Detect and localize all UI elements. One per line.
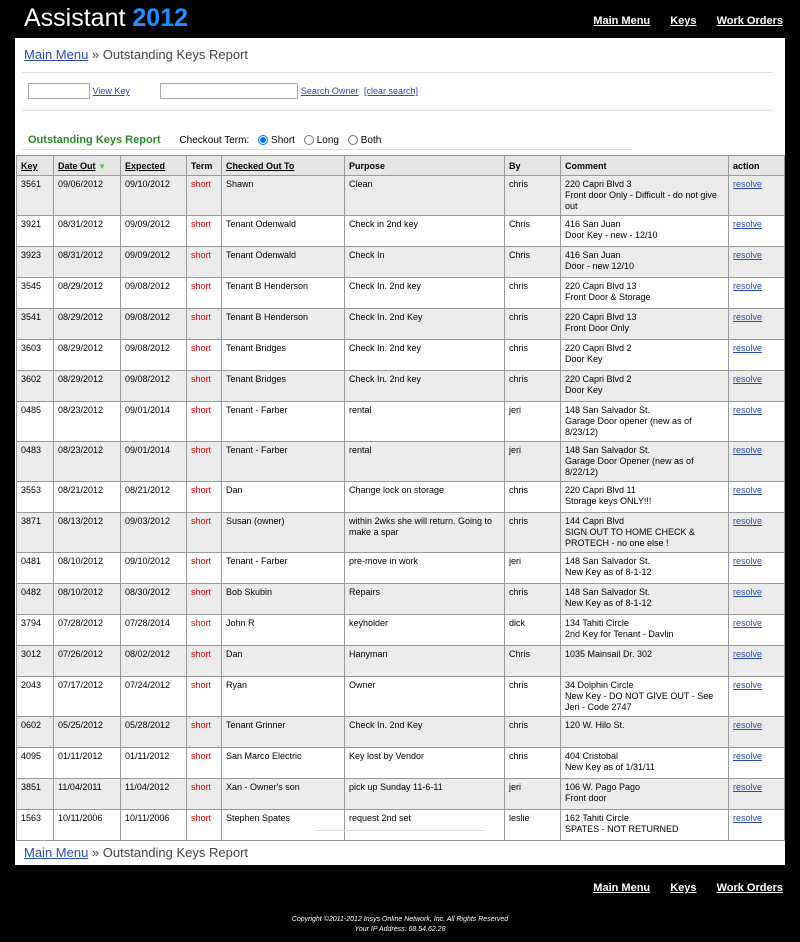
cell-date-out: 05/25/2012 [54, 717, 121, 748]
cell-action [729, 309, 785, 340]
cell-checked-out-to: Tenant Bridges [222, 371, 345, 402]
cell-by: chris [505, 513, 561, 553]
cell-date-out: 08/10/2012 [54, 553, 121, 584]
cell-comment: 416 San Juan Door Key - new - 12/10 [561, 216, 729, 247]
cell-purpose: request 2nd set [345, 810, 505, 841]
table-row [17, 615, 785, 646]
cell-action [729, 553, 785, 584]
nav-keys-link[interactable]: Keys [670, 882, 697, 894]
col-key [17, 156, 54, 176]
cell-date-out: 01/11/2012 [54, 748, 121, 779]
table-row [17, 553, 785, 584]
cell-term: short [187, 646, 222, 677]
cell-checked-out-to: Tenant Odenwald [222, 216, 345, 247]
cell-checked-out-to: Bob Skubin [222, 584, 345, 615]
cell-expected: 07/28/2014 [121, 615, 187, 646]
cell-expected: 07/24/2012 [121, 677, 187, 717]
resolve-link[interactable]: resolve [733, 219, 763, 229]
cell-by: jeri [505, 402, 561, 442]
resolve-link[interactable]: resolve [733, 587, 763, 597]
resolve-link[interactable]: resolve [733, 312, 763, 322]
cell-comment: 404 Cristobal New Key as of 1/31/11 [561, 748, 729, 779]
table-row [17, 442, 785, 482]
cell-date-out: 07/26/2012 [54, 646, 121, 677]
cell-date-out: 08/23/2012 [54, 442, 121, 482]
cell-action [729, 646, 785, 677]
cell-term: short [187, 553, 222, 584]
cell-term: short [187, 584, 222, 615]
col-comment: Comment [561, 156, 729, 176]
cell-comment: 148 San Salvador St. Garage Door Opener (new as of 8/22/12) [561, 442, 729, 482]
cell-key: 3921 [17, 216, 54, 247]
owner-search-input[interactable] [160, 83, 298, 99]
cell-checked-out-to: Tenant - Farber [222, 442, 345, 482]
cell-expected: 10/11/2006 [121, 810, 187, 841]
cell-action [729, 677, 785, 717]
cell-purpose: Check in 2nd key [345, 216, 505, 247]
cell-action [729, 717, 785, 748]
cell-date-out: 08/31/2012 [54, 216, 121, 247]
cell-by: chris [505, 309, 561, 340]
cell-comment: 148 San Salvador St. New Key as of 8-1-12 [561, 584, 729, 615]
cell-expected: 08/02/2012 [121, 646, 187, 677]
cell-checked-out-to: Tenant B Henderson [222, 278, 345, 309]
cell-purpose: Hanyman [345, 646, 505, 677]
cell-by: chris [505, 278, 561, 309]
term-both-radio[interactable] [348, 135, 358, 145]
col-expected [121, 156, 187, 176]
cell-expected: 09/09/2012 [121, 216, 187, 247]
cell-date-out: 08/21/2012 [54, 482, 121, 513]
report-title: Outstanding Keys Report [28, 134, 161, 146]
cell-term: short [187, 402, 222, 442]
cell-action [729, 278, 785, 309]
term-long-radio[interactable] [304, 135, 314, 145]
cell-by: chris [505, 717, 561, 748]
cell-purpose: Repairs [345, 584, 505, 615]
resolve-link[interactable]: resolve [733, 556, 763, 566]
table-row [17, 748, 785, 779]
term-long-label: Long [316, 135, 339, 146]
col-by: By [505, 156, 561, 176]
cell-action [729, 371, 785, 402]
breadcrumb-bottom [24, 845, 248, 860]
cell-comment: 220 Capri Blvd 13 Front Door & Storage [561, 278, 729, 309]
cell-action [729, 615, 785, 646]
cell-comment: 220 Capri Blvd 2 Door Key [561, 371, 729, 402]
resolve-link[interactable]: resolve [733, 445, 763, 455]
resolve-link[interactable]: resolve [733, 485, 763, 495]
cell-comment: 220 Capri Blvd 13 Front Door Only [561, 309, 729, 340]
col-date-out [54, 156, 121, 176]
breadcrumb-main-menu-link[interactable]: Main Menu [24, 47, 89, 62]
cell-term: short [187, 371, 222, 402]
divider [22, 110, 772, 111]
app-name: Assistant [24, 4, 126, 32]
cell-date-out: 09/06/2012 [54, 176, 121, 216]
cell-purpose: Clean [345, 176, 505, 216]
breadcrumb-separator: » [88, 47, 103, 62]
cell-comment: 162 Tahiti Circle SPATES - NOT RETURNED [561, 810, 729, 841]
cell-checked-out-to: Dan [222, 646, 345, 677]
resolve-link[interactable]: resolve [733, 618, 763, 628]
cell-checked-out-to: Stephen Spates [222, 810, 345, 841]
col-action: action [729, 156, 785, 176]
cell-expected: 09/08/2012 [121, 371, 187, 402]
cell-term: short [187, 278, 222, 309]
cell-by: chris [505, 584, 561, 615]
cell-checked-out-to: Tenant - Farber [222, 402, 345, 442]
resolve-link[interactable]: resolve [733, 782, 763, 792]
table-row [17, 340, 785, 371]
cell-purpose: keyholder [345, 615, 505, 646]
cell-expected: 05/28/2012 [121, 717, 187, 748]
cell-action [729, 216, 785, 247]
cell-purpose: rental [345, 442, 505, 482]
cell-purpose: Check In [345, 247, 505, 278]
search-owner-link[interactable]: Search Owner [300, 86, 359, 96]
term-short-radio[interactable] [258, 135, 268, 145]
cell-by: chris [505, 371, 561, 402]
cell-key: 3871 [17, 513, 54, 553]
view-key-link[interactable]: View Key [92, 86, 130, 96]
cell-action [729, 402, 785, 442]
cell-key: 3541 [17, 309, 54, 340]
nav-work-orders-link[interactable]: Work Orders [716, 882, 783, 894]
cell-key: 3851 [17, 779, 54, 810]
cell-term: short [187, 717, 222, 748]
sort-desc-icon: ▼ [98, 161, 106, 171]
cell-date-out: 08/29/2012 [54, 309, 121, 340]
cell-purpose: Check In. 2nd key [345, 278, 505, 309]
cell-checked-out-to: Tenant B Henderson [222, 309, 345, 340]
breadcrumb-current: Outstanding Keys Report [102, 47, 249, 62]
cell-purpose: within 2wks she will return. Going to make a spar [345, 513, 505, 553]
cell-comment: 1035 Mainsail Dr. 302 [561, 646, 729, 677]
cell-expected: 09/08/2012 [121, 340, 187, 371]
table-row [17, 402, 785, 442]
cell-comment: 416 San Juan Door - new 12/10 [561, 247, 729, 278]
cell-comment: 134 Tahiti Circle 2nd Key for Tenant - Davlin [561, 615, 729, 646]
resolve-link[interactable]: resolve [733, 516, 763, 526]
resolve-link[interactable]: resolve [733, 405, 763, 415]
cell-checked-out-to: Dan [222, 482, 345, 513]
cell-key: 0602 [17, 717, 54, 748]
cell-expected: 09/08/2012 [121, 309, 187, 340]
cell-by: chris [505, 748, 561, 779]
sort-expected-link[interactable]: Expected [125, 160, 166, 171]
cell-checked-out-to: Tenant Odenwald [222, 247, 345, 278]
cell-date-out: 08/29/2012 [54, 278, 121, 309]
cell-checked-out-to: Shawn [222, 176, 345, 216]
cell-action [729, 340, 785, 371]
nav-main-menu-link[interactable]: Main Menu [593, 15, 651, 27]
breadcrumb-separator: » [88, 845, 103, 860]
cell-expected: 09/09/2012 [121, 247, 187, 278]
cell-expected: 09/01/2014 [121, 402, 187, 442]
cell-by: dick [505, 615, 561, 646]
keys-table [16, 155, 785, 841]
cell-key: 0481 [17, 553, 54, 584]
cell-expected: 09/08/2012 [121, 278, 187, 309]
cell-by: chris [505, 677, 561, 717]
table-row [17, 247, 785, 278]
cell-by: jeri [505, 442, 561, 482]
cell-checked-out-to: Susan (owner) [222, 513, 345, 553]
cell-key: 0483 [17, 442, 54, 482]
cell-key: 3923 [17, 247, 54, 278]
cell-purpose: Check In. 2nd key [345, 340, 505, 371]
cell-term: short [187, 482, 222, 513]
cell-expected: 01/11/2012 [121, 748, 187, 779]
cell-date-out: 08/29/2012 [54, 340, 121, 371]
resolve-link[interactable]: resolve [733, 374, 763, 384]
cell-purpose: rental [345, 402, 505, 442]
divider [22, 149, 632, 150]
cell-action [729, 513, 785, 553]
cell-action [729, 482, 785, 513]
checkout-term-label: Checkout Term: [179, 135, 250, 146]
app-logo [24, 4, 188, 33]
cell-by: Chris [505, 247, 561, 278]
resolve-link[interactable]: resolve [733, 680, 763, 690]
top-nav [576, 15, 783, 27]
cell-checked-out-to: Tenant Bridges [222, 340, 345, 371]
cell-date-out: 07/17/2012 [54, 677, 121, 717]
resolve-link[interactable]: resolve [733, 649, 763, 659]
cell-by: Chris [505, 646, 561, 677]
cell-date-out: 08/29/2012 [54, 371, 121, 402]
cell-term: short [187, 309, 222, 340]
cell-comment: 120 W. Hilo St. [561, 717, 729, 748]
cell-date-out: 08/23/2012 [54, 402, 121, 442]
cell-comment: 144 Capri Blvd SIGN OUT TO HOME CHECK & PROTECH - no one else ! [561, 513, 729, 553]
col-purpose: Purpose [345, 156, 505, 176]
cell-term: short [187, 748, 222, 779]
cell-by: leslie [505, 810, 561, 841]
cell-checked-out-to: Xan - Owner's son [222, 779, 345, 810]
cell-checked-out-to: Tenant - Farber [222, 553, 345, 584]
resolve-link[interactable]: resolve [733, 250, 763, 260]
term-both-label: Both [360, 135, 382, 146]
clear-search-link[interactable]: [clear search] [363, 86, 418, 96]
cell-action [729, 748, 785, 779]
col-term: Term [187, 156, 222, 176]
cell-by: chris [505, 340, 561, 371]
cell-key: 3602 [17, 371, 54, 402]
sort-date-out-link[interactable]: Date Out [58, 160, 96, 171]
cell-expected: 09/10/2012 [121, 176, 187, 216]
cell-term: short [187, 247, 222, 278]
divider [22, 72, 772, 73]
cell-key: 3545 [17, 278, 54, 309]
cell-key: 4095 [17, 748, 54, 779]
app-year: 2012 [132, 4, 189, 32]
resolve-link[interactable]: resolve [733, 813, 763, 823]
cell-comment: 106 W. Pago Pago Front door [561, 779, 729, 810]
cell-purpose: Change lock on storage [345, 482, 505, 513]
cell-term: short [187, 810, 222, 841]
cell-checked-out-to: San Marco Electric [222, 748, 345, 779]
cell-purpose: Check In. 2nd Key [345, 717, 505, 748]
table-row [17, 584, 785, 615]
cell-comment: 220 Capri Blvd 2 Door Key [561, 340, 729, 371]
term-short-label: Short [271, 135, 295, 146]
cell-term: short [187, 340, 222, 371]
resolve-link[interactable]: resolve [733, 343, 763, 353]
cell-purpose: pre-move in work [345, 553, 505, 584]
table-row [17, 309, 785, 340]
cell-date-out: 08/31/2012 [54, 247, 121, 278]
sort-key-link[interactable]: Key [21, 160, 38, 171]
cell-term: short [187, 779, 222, 810]
table-row [17, 646, 785, 677]
cell-action [729, 810, 785, 841]
table-row [17, 176, 785, 216]
cell-expected: 09/10/2012 [121, 553, 187, 584]
cell-purpose: Key lost by Vendor [345, 748, 505, 779]
cell-action [729, 176, 785, 216]
nav-keys-link[interactable]: Keys [670, 15, 697, 27]
ip-address-text: Your IP Address: 68.54.62.28 [354, 926, 446, 933]
table-row [17, 810, 785, 841]
cell-date-out: 08/10/2012 [54, 584, 121, 615]
table-row [17, 513, 785, 553]
cell-action [729, 779, 785, 810]
report-toolbar [28, 134, 381, 146]
bottom-nav [576, 882, 783, 894]
table-row [17, 717, 785, 748]
app-header [0, 0, 800, 38]
cell-term: short [187, 615, 222, 646]
cell-key: 3553 [17, 482, 54, 513]
cell-checked-out-to: Ryan [222, 677, 345, 717]
cell-action [729, 584, 785, 615]
cell-expected: 09/03/2012 [121, 513, 187, 553]
cell-key: 3561 [17, 176, 54, 216]
table-row [17, 278, 785, 309]
cell-comment: 34 Dolphin Circle New Key - DO NOT GIVE OUT - See Jeri - Code 2747 [561, 677, 729, 717]
resolve-link[interactable]: resolve [733, 179, 763, 189]
cell-term: short [187, 216, 222, 247]
key-search-input[interactable] [28, 83, 90, 99]
cell-key: 3794 [17, 615, 54, 646]
copyright-text: Copyright ©2011-2012 Insys Online Network, Inc. All Rights Reserved [291, 916, 509, 923]
cell-by: jeri [505, 553, 561, 584]
cell-term: short [187, 677, 222, 717]
cell-date-out: 10/11/2006 [54, 810, 121, 841]
breadcrumb [24, 47, 248, 62]
cell-term: short [187, 513, 222, 553]
breadcrumb-main-menu-link[interactable]: Main Menu [24, 845, 89, 860]
cell-expected: 09/01/2014 [121, 442, 187, 482]
cell-action [729, 442, 785, 482]
footer [0, 915, 800, 935]
cell-key: 1563 [17, 810, 54, 841]
cell-action [729, 247, 785, 278]
divider [315, 830, 485, 831]
cell-date-out: 07/28/2012 [54, 615, 121, 646]
cell-checked-out-to: Tenant Grinner [222, 717, 345, 748]
col-checked-out-to [222, 156, 345, 176]
table-row [17, 677, 785, 717]
search-bar [28, 83, 418, 99]
table-row [17, 779, 785, 810]
cell-by: Chris [505, 216, 561, 247]
cell-purpose: Check In. 2nd key [345, 371, 505, 402]
cell-key: 0485 [17, 402, 54, 442]
cell-date-out: 08/13/2012 [54, 513, 121, 553]
cell-by: chris [505, 176, 561, 216]
resolve-link[interactable]: resolve [733, 281, 763, 291]
resolve-link[interactable]: resolve [733, 720, 763, 730]
cell-purpose: Check In. 2nd Key [345, 309, 505, 340]
cell-comment: 220 Capri Blvd 11 Storage keys ONLY!!! [561, 482, 729, 513]
cell-term: short [187, 442, 222, 482]
cell-date-out: 11/04/2011 [54, 779, 121, 810]
resolve-link[interactable]: resolve [733, 751, 763, 761]
sort-checked-out-to-link[interactable]: Checked Out To [226, 160, 295, 171]
cell-purpose: Owner [345, 677, 505, 717]
cell-comment: 220 Capri Blvd 3 Front door Only - Difficult - do not give out [561, 176, 729, 216]
cell-checked-out-to: John R [222, 615, 345, 646]
nav-main-menu-link[interactable]: Main Menu [593, 882, 651, 894]
cell-comment: 148 San Salvador St. New Key as of 8-1-12 [561, 553, 729, 584]
cell-key: 2043 [17, 677, 54, 717]
cell-expected: 08/21/2012 [121, 482, 187, 513]
nav-work-orders-link[interactable]: Work Orders [716, 15, 783, 27]
cell-expected: 11/04/2012 [121, 779, 187, 810]
cell-by: jeri [505, 779, 561, 810]
cell-comment: 148 San Salvador St. Garage Door opener (new as of 8/23/12) [561, 402, 729, 442]
content-panel [15, 38, 785, 865]
cell-key: 0482 [17, 584, 54, 615]
cell-key: 3012 [17, 646, 54, 677]
cell-term: short [187, 176, 222, 216]
table-row [17, 371, 785, 402]
table-header-row [17, 156, 785, 176]
breadcrumb-current: Outstanding Keys Report [102, 845, 249, 860]
table-row [17, 216, 785, 247]
cell-key: 3603 [17, 340, 54, 371]
cell-purpose: pick up Sunday 11-6-11 [345, 779, 505, 810]
cell-by: chris [505, 482, 561, 513]
table-row [17, 482, 785, 513]
cell-expected: 08/30/2012 [121, 584, 187, 615]
